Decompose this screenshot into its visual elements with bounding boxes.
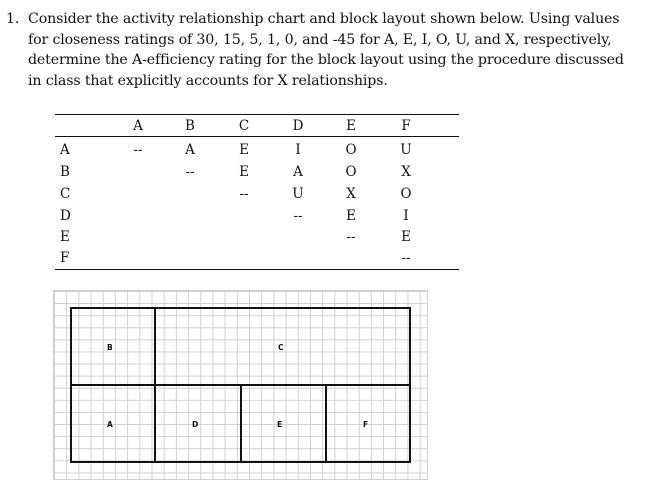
column-header: E bbox=[346, 118, 356, 134]
row-label: C bbox=[60, 186, 71, 202]
problem-line: in class that explicitly accounts for X relationships. bbox=[28, 72, 388, 89]
chart-top-rule bbox=[55, 114, 459, 115]
problem-line: determine the A-efficiency rating for the block layout using the procedure discussed bbox=[28, 52, 624, 68]
relationship-cell: U bbox=[292, 186, 304, 202]
relationship-cell: U bbox=[400, 142, 412, 158]
block-c bbox=[154, 307, 411, 386]
activity-relationship-chart bbox=[55, 114, 459, 270]
relationship-cell: A bbox=[185, 142, 195, 158]
column-header: B bbox=[185, 118, 195, 134]
block-label: A bbox=[107, 420, 113, 429]
relationship-cell: X bbox=[346, 186, 356, 202]
relationship-cell: O bbox=[345, 142, 357, 158]
block-f bbox=[325, 384, 411, 463]
relationship-cell: -- bbox=[346, 229, 356, 245]
problem-line: Consider the activity relationship chart and block layout shown below. Using values bbox=[28, 11, 620, 27]
relationship-cell: O bbox=[400, 186, 412, 202]
row-label: A bbox=[60, 142, 70, 158]
column-header: C bbox=[238, 118, 250, 134]
block-label: D bbox=[192, 420, 199, 429]
relationship-cell: O bbox=[345, 164, 357, 180]
relationship-cell: E bbox=[401, 229, 411, 245]
chart-bottom-rule bbox=[55, 269, 459, 270]
block-label: C bbox=[278, 343, 284, 352]
block-layout bbox=[53, 290, 428, 480]
row-label: D bbox=[60, 208, 71, 224]
relationship-cell: -- bbox=[293, 208, 303, 224]
relationship-cell: X bbox=[401, 164, 411, 180]
relationship-cell: E bbox=[239, 142, 249, 158]
block-a bbox=[70, 384, 156, 463]
relationship-cell: I bbox=[295, 142, 301, 158]
block-label: E bbox=[277, 420, 283, 429]
row-label: E bbox=[60, 229, 70, 245]
relationship-cell: E bbox=[239, 164, 249, 180]
row-label: B bbox=[60, 164, 70, 180]
block-e bbox=[240, 384, 327, 463]
block-d bbox=[154, 384, 242, 463]
block-b bbox=[70, 307, 156, 386]
column-header: D bbox=[292, 118, 304, 134]
problem-number: 1. bbox=[6, 11, 20, 27]
relationship-cell: A bbox=[293, 164, 303, 180]
relationship-cell: -- bbox=[401, 250, 411, 266]
relationship-cell: -- bbox=[185, 164, 195, 180]
relationship-cell: -- bbox=[133, 142, 143, 158]
column-header: A bbox=[133, 118, 143, 134]
problem-line: for closeness ratings of 30, 15, 5, 1, 0, and -45 for A, E, I, O, U, and X, respectively, bbox=[28, 31, 612, 48]
relationship-cell: I bbox=[403, 208, 409, 224]
block-label: B bbox=[107, 343, 113, 352]
chart-header-rule bbox=[55, 136, 459, 137]
problem-text bbox=[28, 9, 658, 91]
relationship-cell: E bbox=[346, 208, 356, 224]
column-header: F bbox=[401, 118, 411, 134]
row-label: F bbox=[60, 250, 70, 266]
block-label: F bbox=[363, 420, 369, 429]
relationship-cell: -- bbox=[239, 186, 249, 202]
